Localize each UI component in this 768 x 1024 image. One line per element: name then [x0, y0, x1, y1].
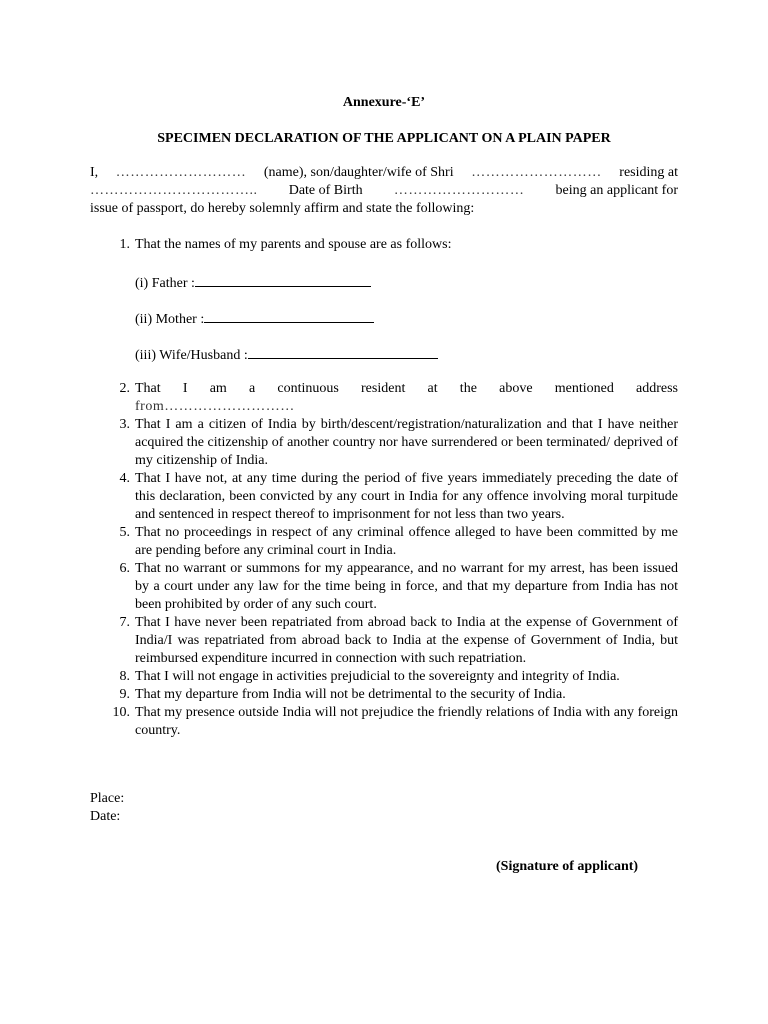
document-title: SPECIMEN DECLARATION OF THE APPLICANT ON A PLAIN PAPER: [157, 131, 611, 146]
mother-label: (ii) Mother :: [135, 312, 205, 327]
list-item: [90, 524, 678, 560]
item-number: 1.: [119, 237, 130, 252]
list-item: [90, 704, 678, 740]
date-label: Date:: [90, 809, 121, 824]
item-number: 6.: [119, 561, 130, 576]
list-item: [90, 668, 678, 686]
father-field: [135, 272, 371, 293]
item-text: That I have never been repatriated from abroad back to India at the expense of Government of India/I was repatriated from abroad back to India at the expense of Government of India, but reimbursed expenditure incurred in connection with such repatriation.: [135, 615, 678, 666]
dob-label: Date of Birth: [288, 183, 363, 198]
item-text: That no proceedings in respect of any criminal offence alleged to have been committed by me are pending before any criminal court in India.: [135, 525, 678, 558]
father-blank-line: [195, 272, 371, 287]
intro-i: I,: [90, 165, 99, 180]
name-blank: ………………………: [115, 165, 247, 180]
item-number: 10.: [112, 705, 130, 720]
address-blank: ……………………………..: [90, 183, 258, 198]
father-label: (i) Father :: [135, 276, 195, 291]
spouse-field: [135, 344, 438, 365]
item-text: That my presence outside India will not prejudice the friendly relations of India with any foreign country.: [135, 705, 678, 738]
item-number: 5.: [119, 525, 130, 540]
name-relation-text: (name), son/daughter/wife of Shri: [263, 165, 454, 180]
item-number: 4.: [119, 471, 130, 486]
signature-label: (Signature of applicant): [496, 859, 639, 874]
list-item: [90, 614, 678, 668]
spouse-blank-line: [248, 344, 438, 359]
item-text: That no warrant or summons for my appearance, and no warrant for my arrest, has been issued by a court under any law for the time being in force, and that my departure from India has not been prohibited by order of any such court.: [135, 561, 678, 612]
applicant-text: being an applicant for: [555, 183, 678, 198]
place-label: Place:: [90, 791, 125, 806]
item-text: That I am a citizen of India by birth/descent/registration/naturalization and that I have neither acquired the citizenship of another country nor have surrendered or been terminated/ deprived of my citizenship of India.: [135, 417, 678, 468]
item-number: 2.: [119, 381, 130, 396]
item-text: That I am a continuous resident at the above mentioned address: [135, 381, 678, 396]
item-text-tail: from………………………: [135, 399, 295, 414]
declaration-list: [90, 380, 678, 740]
mother-blank-line: [204, 308, 374, 323]
annexure-heading: Annexure-‘E’: [342, 95, 426, 110]
intro-line-2: [90, 182, 678, 200]
list-item: [90, 560, 678, 614]
list-item: [90, 416, 678, 470]
item-1: [90, 236, 678, 254]
item-number: 7.: [119, 615, 130, 630]
item-text: That my departure from India will not be detrimental to the security of India.: [135, 687, 566, 702]
intro-paragraph: [90, 164, 678, 218]
mother-field: [135, 308, 374, 329]
item-number: 3.: [119, 417, 130, 432]
residing-text: residing at: [619, 165, 678, 180]
intro-line-1: [90, 164, 678, 182]
item-text: That I will not engage in activities prejudicial to the sovereignty and integrity of India.: [135, 669, 620, 684]
spouse-label: (iii) Wife/Husband :: [135, 348, 248, 363]
item-text: That the names of my parents and spouse are as follows:: [135, 237, 452, 252]
item-number: 8.: [119, 669, 130, 684]
item-number: 9.: [119, 687, 130, 702]
intro-line-3: issue of passport, do hereby solemnly affirm and state the following:: [90, 201, 475, 216]
list-item: [90, 686, 678, 704]
dob-blank: ………………………: [393, 183, 525, 198]
item-text: That I have not, at any time during the period of five years immediately preceding the date of this declaration, been convicted by any court in India for any offence involving moral turpitude and sentenced in respect thereof to imprisonment for not less than two years.: [135, 471, 678, 522]
list-item: [90, 470, 678, 524]
father-name-blank: ………………………: [471, 165, 602, 180]
list-item: [90, 380, 678, 416]
